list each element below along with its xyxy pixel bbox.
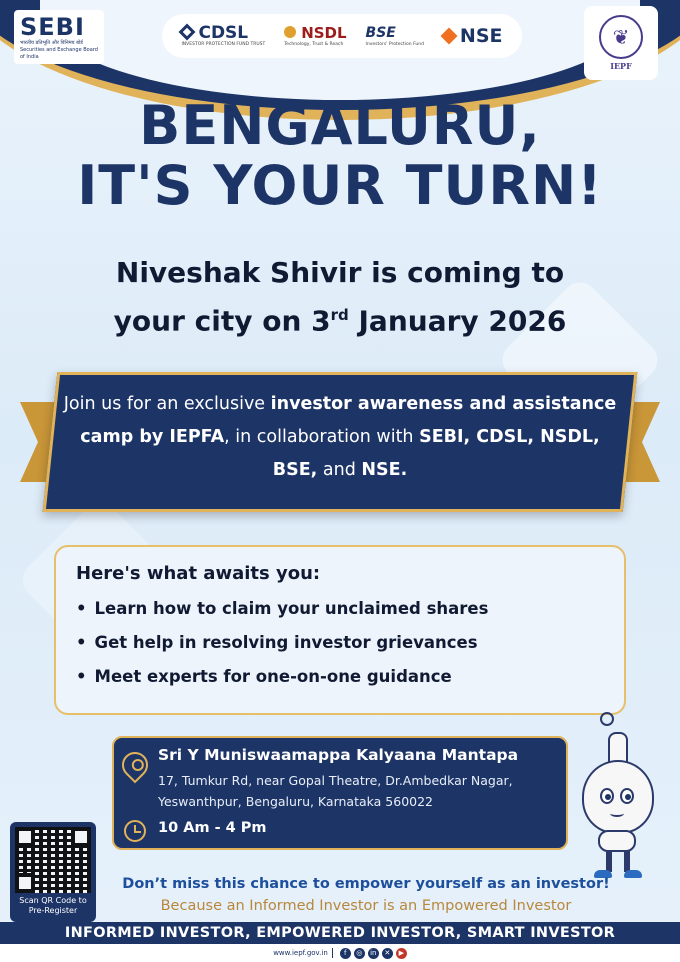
mascot-leg (606, 850, 612, 872)
nsdl-logo (284, 24, 346, 48)
list-item: • Meet experts for one-on-one guidance (76, 660, 604, 694)
divider (332, 948, 333, 958)
headline (0, 96, 680, 216)
mascot-eye (600, 788, 614, 804)
qr-code-card[interactable] (10, 822, 96, 922)
invitation-text-bold: NSE. (361, 460, 408, 480)
invitation-text-bold: investor awareness and assistance camp by IEPFA (80, 394, 617, 447)
benefits-title: Here's what awaits you: (76, 563, 321, 584)
invitation-text-part: and (317, 460, 362, 480)
mascot-leg (624, 850, 630, 872)
cdsl-logo (181, 24, 265, 48)
qr-code-icon[interactable] (15, 827, 91, 893)
mascot-mouth (610, 810, 624, 817)
headline-line-2: IT'S YOUR TURN! (77, 154, 603, 217)
instagram-icon[interactable]: ◎ (354, 948, 365, 959)
invitation-text (60, 388, 620, 487)
tagline: Because an Informed Investor is an Empowered Investor (160, 898, 572, 914)
venue-address: 17, Tumkur Rd, near Gopal Theatre, Dr.Ambedkar Nagar, Yeswanthpur, Bengaluru, Karnataka 560022 (158, 773, 513, 809)
cdsl-tagline: INVESTOR PROTECTION FUND TRUST (181, 42, 266, 47)
sebi-logo-text: SEBI (20, 13, 85, 41)
mascot-body (582, 760, 654, 834)
cdsl-logo-text: CDSL (198, 23, 249, 43)
benefits-list (76, 592, 604, 694)
invitation-text-bold: SEBI, CDSL, NSDL, BSE, (272, 427, 600, 480)
subheadline (0, 252, 680, 342)
cdsl-diamond-icon (179, 24, 196, 41)
iepf-emblem-icon: ❦ (599, 15, 643, 59)
mascot-eye (620, 788, 634, 804)
iepf-logo-text: IEPF (610, 61, 632, 71)
call-to-action: Don’t miss this chance to empower yourself as an investor! (122, 876, 610, 892)
location-pin-icon (117, 747, 154, 784)
website-link[interactable]: www.iepf.gov.in (273, 949, 328, 957)
sebi-logo-subtitle: भारतीय प्रतिभूति और विनिमय बोर्ड Securities and Exchange Board of India (20, 40, 98, 60)
venue-name: Sri Y Muniswaamappa Kalyaana Mantapa (158, 746, 519, 764)
subheadline-date-prefix: your city on 3 (113, 304, 331, 338)
facebook-icon[interactable]: f (340, 948, 351, 959)
iepf-logo (584, 6, 658, 80)
sebi-logo (14, 10, 104, 64)
venue-card (112, 736, 568, 850)
footer-links (0, 944, 680, 962)
partner-logo-strip (162, 14, 522, 58)
clock-icon (124, 820, 146, 842)
benefits-box (54, 545, 626, 715)
bse-logo (366, 24, 424, 48)
invitation-ribbon (20, 366, 660, 516)
nsdl-tagline: Technology, Trust & Reach (284, 42, 344, 47)
linkedin-icon[interactable]: in (368, 948, 379, 959)
bse-tagline: Investors' Protection Fund (365, 42, 424, 47)
invitation-text-part: Join us for an exclusive (63, 394, 271, 414)
event-time: 10 Am - 4 Pm (158, 820, 267, 836)
x-icon[interactable]: ✕ (382, 948, 393, 959)
nsdl-swirl-icon (284, 26, 296, 38)
footer-slogan: INFORMED INVESTOR, EMPOWERED INVESTOR, SMART INVESTOR (0, 922, 680, 944)
nse-logo-text: NSE (459, 25, 503, 47)
mascot-ring (600, 712, 614, 726)
date-ordinal: rd (330, 306, 349, 324)
mascot-illustration (574, 712, 664, 882)
subheadline-line-2 (0, 294, 680, 342)
youtube-icon[interactable]: ▶ (396, 948, 407, 959)
list-item: • Get help in resolving investor grievances (76, 626, 604, 660)
mascot-hands (598, 830, 636, 852)
nse-diamond-icon (440, 28, 457, 45)
qr-caption: Scan QR Code to Pre-Register (19, 896, 87, 915)
list-item: • Learn how to claim your unclaimed shares (76, 592, 604, 626)
subheadline-date-suffix: January 2026 (348, 304, 567, 338)
subheadline-line-1: Niveshak Shivir is coming to (115, 256, 565, 289)
nse-logo (443, 27, 503, 45)
bse-logo-text: BSE (365, 25, 396, 41)
headline-line-1: BENGALURU, (139, 94, 541, 157)
invitation-text-part: , in collaboration with (224, 427, 420, 447)
nsdl-logo-text: NSDL (301, 24, 347, 42)
